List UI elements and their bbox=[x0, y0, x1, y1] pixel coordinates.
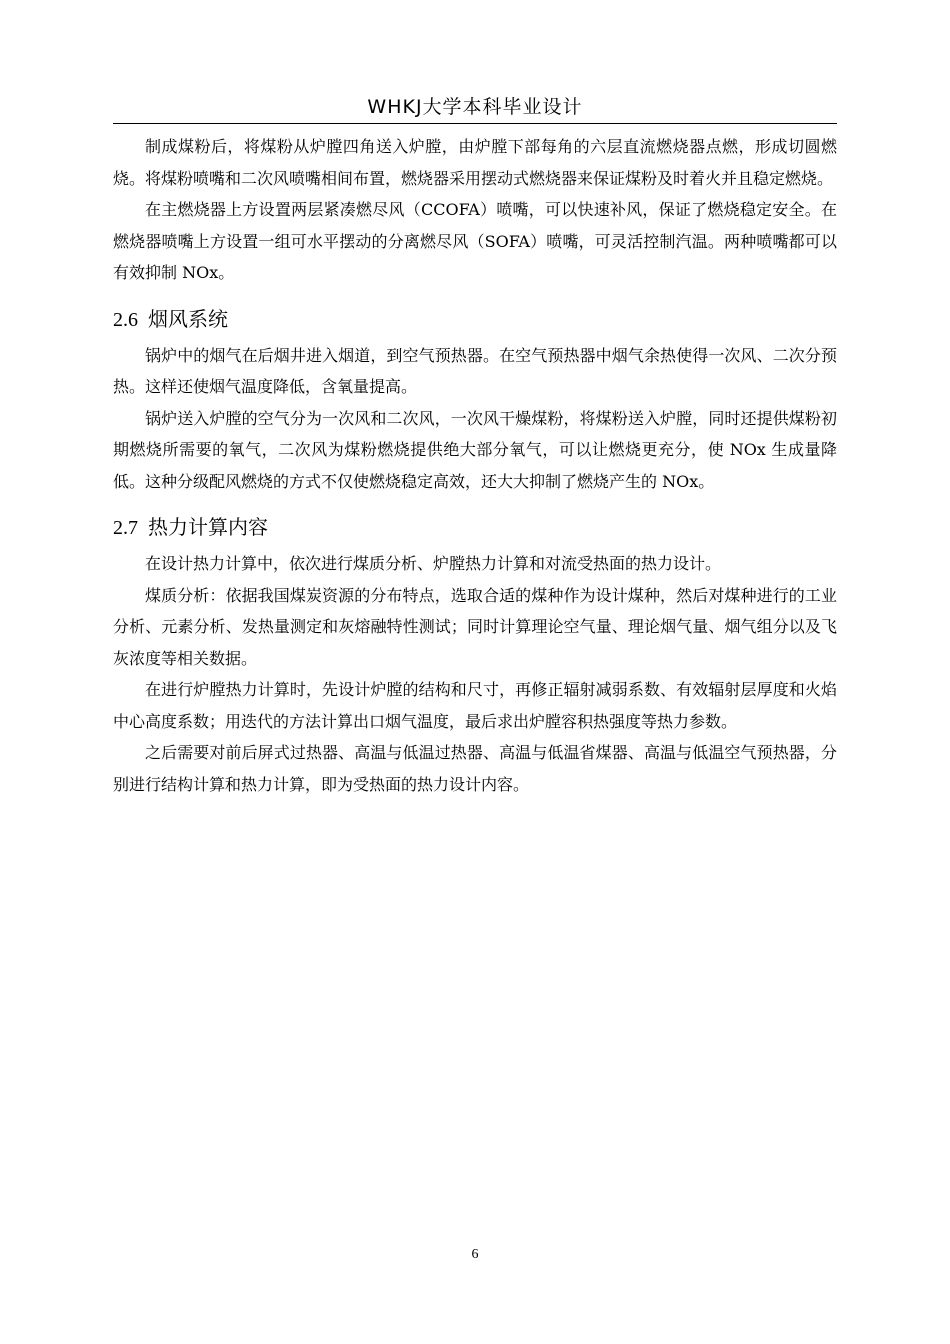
document-body bbox=[113, 131, 837, 800]
section-heading-2-6 bbox=[113, 303, 837, 336]
body-paragraph: 煤质分析：依据我国煤炭资源的分布特点，选取合适的煤种作为设计煤种，然后对煤种进行的工业分析、元素分析、发热量测定和灰熔融特性测试；同时计算理论空气量、理论烟气量、烟气组分以及飞灰浓度等相关数据。 bbox=[113, 585, 837, 668]
section-number: 2.6 bbox=[113, 308, 138, 331]
body-paragraph: 在进行炉膛热力计算时，先设计炉膛的结构和尺寸，再修正辐射减弱系数、有效辐射层厚度和火焰中心高度系数；用迭代的方法计算出口烟气温度，最后求出炉膛容积热强度等热力参数。 bbox=[113, 680, 837, 731]
section-number: 2.7 bbox=[113, 517, 138, 539]
body-paragraph: 之后需要对前后屏式过热器、高温与低温过热器、高温与低温省煤器、高温与低温空气预热器，分别进行结构计算和热力计算，即为受热面的热力设计内容。 bbox=[113, 743, 837, 794]
body-paragraph: 在设计热力计算中，依次进行煤质分析、炉膛热力计算和对流受热面的热力设计。 bbox=[145, 554, 722, 573]
section-title: 烟风系统 bbox=[148, 306, 228, 331]
section-title: 热力计算内容 bbox=[148, 515, 268, 539]
body-paragraph: 锅炉中的烟气在后烟井进入烟道，到空气预热器。在空气预热器中烟气余热使得一次风、二次分预热。这样还使烟气温度降低，含氧量提高。 bbox=[113, 345, 837, 396]
page-number: 6 bbox=[471, 1247, 479, 1262]
header-rule bbox=[113, 123, 837, 124]
section-heading-2-7 bbox=[113, 511, 837, 544]
body-paragraph: 锅炉送入炉膛的空气分为一次风和二次风，一次风干燥煤粉，将煤粉送入炉膛，同时还提供煤粉初期燃烧所需要的氧气，二次风为煤粉燃烧提供绝大部分氧气，可以让燃烧更充分，使 NOx 生成量降低。这种分级配风燃烧的方式不仅使燃烧稳定高效，还大大抑制了燃烧产生的 NOx。 bbox=[113, 408, 837, 491]
body-paragraph: 制成煤粉后，将煤粉从炉膛四角送入炉膛，由炉膛下部每角的六层直流燃烧器点燃，形成切圆燃烧。将煤粉喷嘴和二次风喷嘴相间布置，燃烧器采用摆动式燃烧器来保证煤粉及时着火并且稳定燃烧。 bbox=[113, 137, 837, 188]
body-paragraph: 在主燃烧器上方设置两层紧凑燃尽风（CCOFA）喷嘴，可以快速补风，保证了燃烧稳定安全。在燃烧器喷嘴上方设置一组可水平摆动的分离燃尽风（SOFA）喷嘴，可灵活控制汽温。两种喷嘴都可以有效抑制 NOx。 bbox=[113, 200, 837, 282]
page-header-title: WHKJ大学本科毕业设计 bbox=[367, 96, 583, 118]
